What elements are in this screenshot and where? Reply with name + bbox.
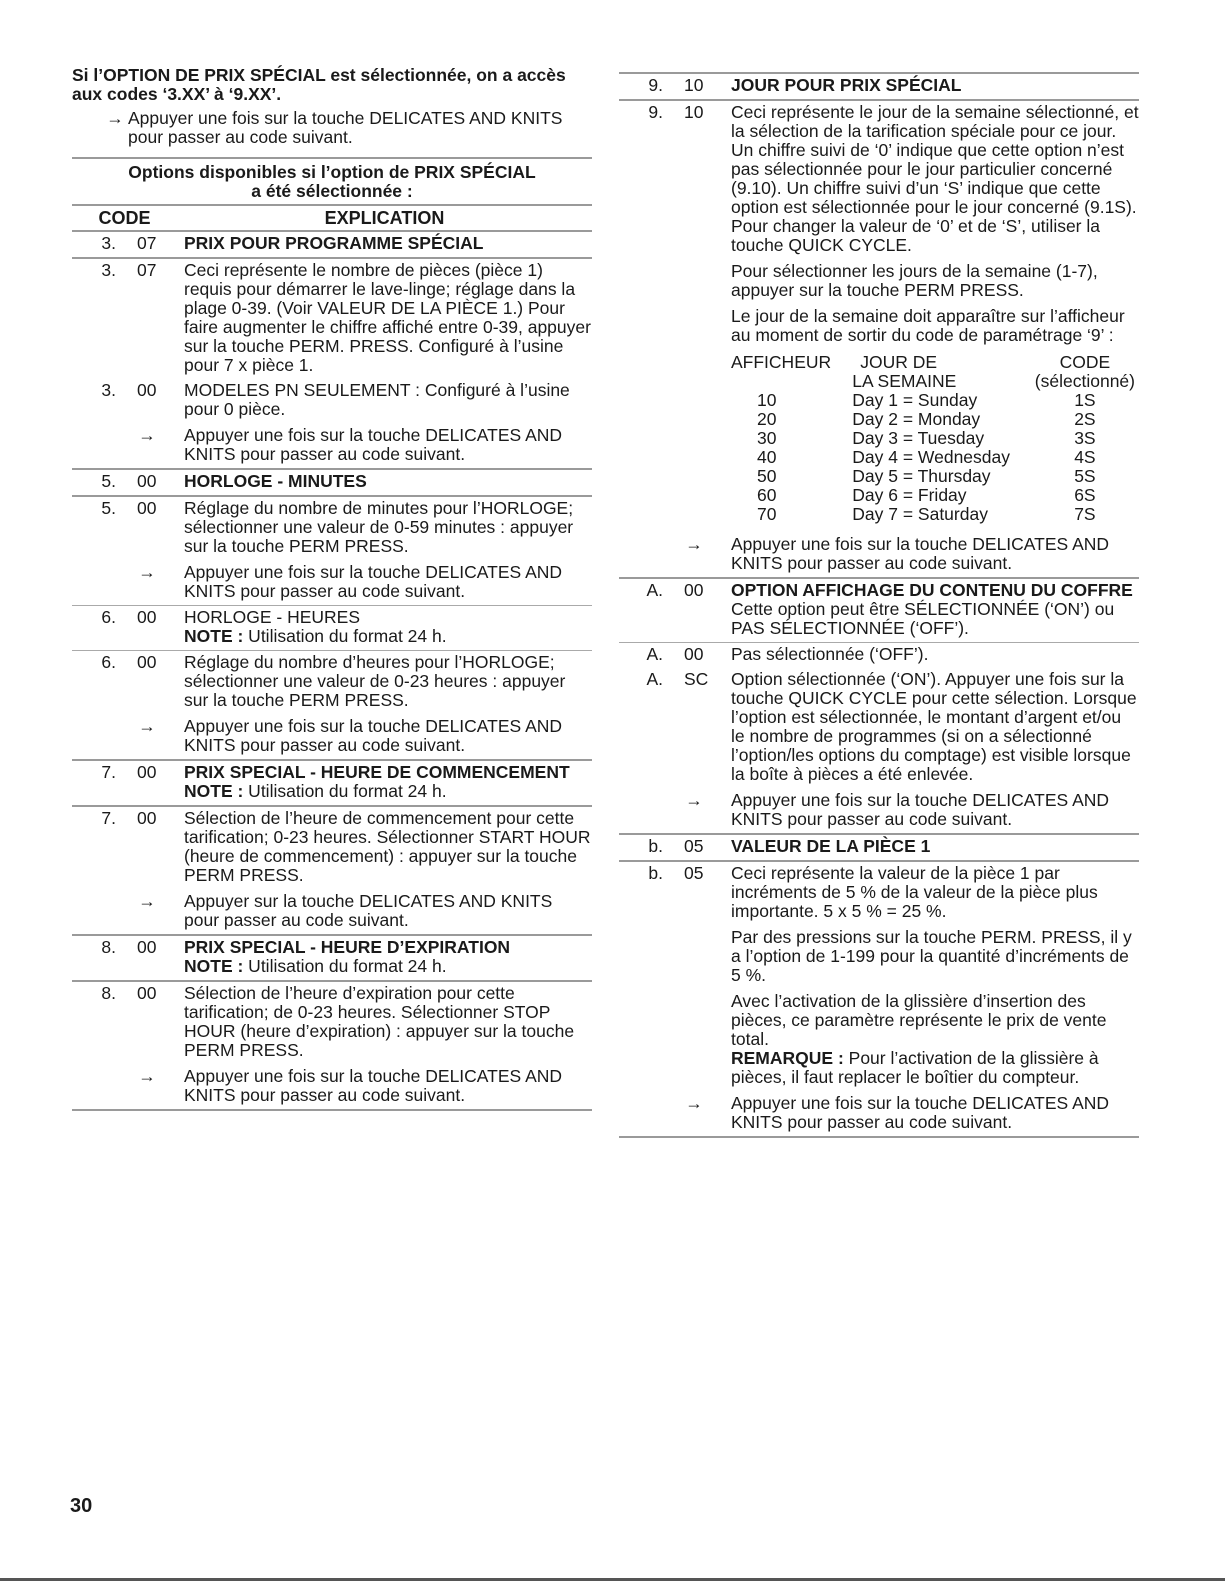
arrow-icon: → <box>685 790 703 810</box>
right-column <box>619 72 1139 1138</box>
table-row: b. 05 Ceci représente la valeur de la pièce 1 par incréments de 5 % de la valeur de la pièce plus importante. 5 x 5 % = 25 %. Par des pressions sur la touche PERM. PRESS, il y a l’option de 1-199 pour la quantité d’incréments de 5 %. Avec l’activation de la glissière d’insertion des pièces, ce paramètre représente le prix de vente total. REMARQUE : Pour l’activation de la glissière à pièces, il faut replacer le boîtier du compteur. <box>648 863 1132 1087</box>
column-header-explication: EXPLICATION <box>324 208 445 228</box>
instruction-line: → Appuyer une fois sur la touche DELICATES AND KNITS pour passer au code suivant. <box>619 791 1139 829</box>
day-code-table <box>731 353 1139 524</box>
instruction-line: → Appuyer une fois sur la touche DELICATES AND KNITS pour passer au code suivant. <box>72 426 592 464</box>
arrow-icon: → <box>138 891 156 911</box>
table-row: b. 05 VALEUR DE LA PIÈCE 1 <box>619 835 1139 860</box>
row-title: JOUR POUR PRIX SPÉCIAL <box>731 75 962 95</box>
instruction-line: → Appuyer une fois sur la touche DELICATES AND KNITS pour passer au code suivant. <box>619 535 1139 573</box>
table-row: A. SC Option sélectionnée (‘ON’). Appuyer une fois sur la touche QUICK CYCLE pour cette sélection. Lorsque l’option est sélectionnée, le montant d’argent et/ou le nombre de programmes (si on a sélectionné l’option/les options du comptage) est visible lorsque la boîte à pièces a été enlevée. <box>646 669 1137 784</box>
row-title: PRIX SPECIAL - HEURE DE COMMENCEMENT <box>184 762 570 782</box>
table-row: 3. 07 Ceci représente le nombre de pièces (pièce 1) requis pour démarrer le lave-linge; réglage dans la plage 0-39. (Voir VALEUR DE LA PIÈCE 1.) Pour faire augmenter le chiffre affiché entre 0-39, appuyer sur la touche PERM. PRESS. Configuré à l’usine pour 7 x pièce 1. <box>101 260 591 375</box>
instruction-line: → Appuyer une fois sur la touche DELICATES AND KNITS pour passer au code suivant. <box>72 717 592 755</box>
instruction-line: → Appuyer une fois sur la touche DELICATES AND KNITS pour passer au code suivant. <box>619 1094 1139 1132</box>
arrow-icon: → <box>685 1093 703 1113</box>
left-column <box>72 66 592 1111</box>
table-row: 5. 00 Réglage du nombre de minutes pour l’HORLOGE; sélectionner une valeur de 0-59 minutes : appuyer sur la touche PERM PRESS. <box>101 498 574 556</box>
table-row: 5. 00 HORLOGE - MINUTES <box>72 470 592 495</box>
day-table-header: AFFICHEUR JOUR DE CODE <box>731 352 1111 372</box>
table-row: 3. 07 PRIX POUR PROGRAMME SPÉCIAL <box>72 232 592 257</box>
page-number: 30 <box>70 1495 93 1517</box>
row-title: PRIX POUR PROGRAMME SPÉCIAL <box>184 233 484 253</box>
table-header <box>72 206 592 230</box>
options-heading: Options disponibles si l’option de PRIX SPÉCIAL a été sélectionnée : <box>128 162 536 201</box>
table-row: 8. 00 PRIX SPECIAL - HEURE D’EXPIRATION NOTE : Utilisation du format 24 h. <box>72 936 592 980</box>
day-row: 50 Day 5 = Thursday 5S <box>757 466 1096 486</box>
instruction-line: → Appuyer une fois sur la touche DELICATES AND KNITS pour passer au code suivant. <box>72 563 592 601</box>
column-header-code: CODE <box>98 208 151 228</box>
arrow-icon: → <box>106 108 124 128</box>
table-row: 3. 00 MODELES PN SEULEMENT : Configuré à l’usine pour 0 pièce. <box>101 380 570 419</box>
arrow-icon: → <box>138 1066 156 1086</box>
arrow-icon: → <box>138 562 156 582</box>
arrow-icon: → <box>138 425 156 445</box>
instruction-line: → Appuyer sur la touche DELICATES AND KNITS pour passer au code suivant. <box>72 892 592 930</box>
table-row: 7. 00 PRIX SPECIAL - HEURE DE COMMENCEMENT NOTE : Utilisation du format 24 h. <box>72 761 592 805</box>
page-bottom-rule <box>0 1578 1225 1581</box>
day-row: 30 Day 3 = Tuesday 3S <box>757 428 1096 448</box>
intro-instruction: → Appuyer une fois sur la touche DELICATES AND KNITS pour passer au code suivant. <box>72 109 592 147</box>
row-title: HORLOGE - MINUTES <box>184 471 367 491</box>
table-row: 6. 00 Réglage du nombre d’heures pour l’HORLOGE; sélectionner une valeur de 0-23 heures : appuyer sur la touche PERM PRESS. <box>101 652 566 710</box>
table-row: A. 00 Pas sélectionnée (‘OFF’). <box>646 644 929 664</box>
divider <box>619 1136 1139 1138</box>
table-row: 9. 10 JOUR POUR PRIX SPÉCIAL <box>619 74 1139 99</box>
row-title: PRIX SPECIAL - HEURE D’EXPIRATION <box>184 937 511 957</box>
day-table-header: LA SEMAINE (sélectionné) <box>852 371 1135 391</box>
day-row: 10 Day 1 = Sunday 1S <box>757 390 1096 410</box>
table-row: 8. 00 Sélection de l’heure d’expiration pour cette tarification; de 0-23 heures. Sélectionner STOP HOUR (heure d’expiration) : appuyer sur la touche PERM PRESS. <box>101 983 575 1060</box>
remark-label: REMARQUE : <box>731 1048 844 1068</box>
day-row: 60 Day 6 = Friday 6S <box>757 485 1096 505</box>
arrow-icon: → <box>685 534 703 554</box>
instruction-line: → Appuyer une fois sur la touche DELICATES AND KNITS pour passer au code suivant. <box>72 1067 592 1105</box>
table-row: A. 00 OPTION AFFICHAGE DU CONTENU DU COFFRE Cette option peut être SÉLECTIONNÉE (‘ON’) ou PAS SÉLECTIONNÉE (‘OFF’). <box>619 579 1139 642</box>
day-row: 40 Day 4 = Wednesday 4S <box>757 447 1096 467</box>
row-title: OPTION AFFICHAGE DU CONTENU DU COFFRE <box>731 580 1133 600</box>
day-row: 70 Day 7 = Saturday 7S <box>757 504 1096 524</box>
table-row: 9. 10 Ceci représente le jour de la semaine sélectionné, et la sélection de la tarification spéciale pour ce jour. Un chiffre suivi de ‘0’ indique que cette option n’est pas sélectionnée pour le jour particulier concerné (9.10). Un chiffre suivi d’un ‘S’ indique que cette option est sélectionnée pour le jour concerné (9.1S). Pour changer la valeur de ‘0’ et de ‘S’, utiliser la touche QUICK CYCLE. Pour sélectionner les jours de la semaine (1-7), appuyer sur la touche PERM PRESS. Le jour de la semaine doit apparaître sur l’afficheur au moment de sortir du code de paramétrage ‘9’ : AFFICHEUR JOUR DE CODE LA SEMAINE (sélectionné) 10 Day 1 = Sunday 1S 20 Day 2 = Monday 2S 30 Day 3 = Tuesday 3S 40 Day 4 = Wednesday 4S 50 Day 5 = Thursday 5S 60 Day 6 = Friday 6S 70 Day 7 = Saturday 7S <box>648 102 1139 524</box>
table-row: 7. 00 Sélection de l’heure de commencement pour cette tarification; 0-23 heures. Sélectionner START HOUR (heure de commencement) : appuyer sur la touche PERM PRESS. <box>101 808 591 885</box>
day-row: 20 Day 2 = Monday 2S <box>757 409 1096 429</box>
row-title: VALEUR DE LA PIÈCE 1 <box>731 836 931 856</box>
divider <box>72 1109 592 1111</box>
arrow-icon: → <box>138 716 156 736</box>
intro-heading: Si l’OPTION DE PRIX SPÉCIAL est sélectionnée, on a accès aux codes ‘3.XX’ à ‘9.XX’. <box>72 65 566 104</box>
table-row: 6. 00 HORLOGE - HEURES NOTE : Utilisation du format 24 h. <box>101 607 447 646</box>
